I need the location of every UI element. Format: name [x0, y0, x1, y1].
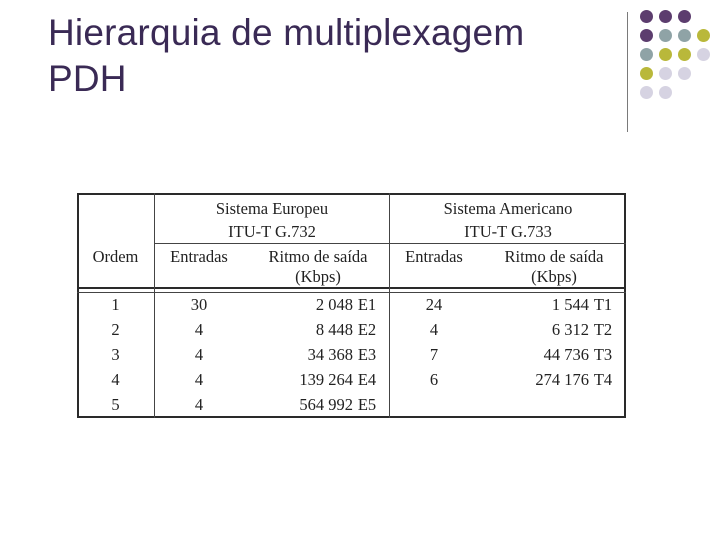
cell-nome-eu: E5	[357, 395, 377, 414]
cell-entradas-us: 7	[429, 345, 439, 364]
cell-ritmo-eu: 564 992	[299, 395, 353, 414]
slide-title-line-1: Hierarquia de multiplexagem	[48, 12, 525, 53]
cell-nome-us: T3	[593, 345, 613, 364]
group-standard-eu: ITU-T G.732	[228, 222, 316, 241]
cell-ritmo-eu: 8 448	[315, 320, 353, 339]
cell-ordem: 3	[111, 345, 120, 364]
group-header-rule	[154, 243, 626, 244]
decor-dot	[697, 29, 710, 42]
header-kbps-us: (Kbps)	[531, 267, 577, 286]
cell-nome-us: T1	[593, 295, 613, 314]
cell-ritmo-us: 1 544	[551, 295, 589, 314]
cell-entradas-eu: 30	[190, 295, 208, 314]
header-ordem: Ordem	[92, 247, 139, 266]
decor-dot	[640, 29, 653, 42]
cell-nome-eu: E2	[357, 320, 377, 339]
cell-ritmo-us: 44 736	[543, 345, 589, 364]
cell-ritmo-us: 274 176	[535, 370, 589, 389]
cell-ritmo-eu: 34 368	[307, 345, 353, 364]
group-standard-us: ITU-T G.733	[464, 222, 552, 241]
cell-entradas-eu: 4	[194, 370, 204, 389]
header-ritmo-us: Ritmo de saída	[504, 247, 604, 266]
cell-ordem: 5	[111, 395, 120, 414]
header-entradas-eu: Entradas	[170, 247, 228, 266]
decor-dot	[697, 48, 710, 61]
cell-entradas-us: 4	[429, 320, 439, 339]
pdh-table	[77, 193, 626, 418]
cell-ordem: 1	[111, 295, 120, 314]
group-header-us: Sistema Americano	[443, 199, 573, 218]
decor-dot	[640, 10, 653, 23]
decor-dot	[640, 48, 653, 61]
cell-nome-us: T4	[593, 370, 613, 389]
slide-title	[48, 10, 524, 102]
decor-dot	[678, 10, 691, 23]
header-entradas-us: Entradas	[405, 247, 463, 266]
decor-dot	[678, 48, 691, 61]
cell-nome-eu: E3	[357, 345, 377, 364]
cell-nome-eu: E1	[357, 295, 377, 314]
cell-ritmo-eu: 139 264	[299, 370, 353, 389]
cell-ritmo-eu: 2 048	[315, 295, 353, 314]
cell-nome-us: T2	[593, 320, 613, 339]
cell-entradas-eu: 4	[194, 345, 204, 364]
decor-dot	[640, 67, 653, 80]
decorative-dot-grid	[640, 10, 720, 120]
header-kbps-eu: (Kbps)	[295, 267, 341, 286]
decor-dot	[659, 86, 672, 99]
decor-dot	[659, 29, 672, 42]
decor-dot	[659, 67, 672, 80]
group-header-eu: Sistema Europeu	[215, 199, 329, 218]
cell-entradas-eu: 4	[194, 320, 204, 339]
cell-entradas-us: 24	[425, 295, 443, 314]
slide-title-line-2: PDH	[48, 58, 127, 99]
header-bottom-rule	[77, 287, 626, 289]
header-ritmo-eu: Ritmo de saída	[268, 247, 368, 266]
cell-ritmo-us: 6 312	[551, 320, 589, 339]
cell-entradas-us: 6	[429, 370, 439, 389]
title-divider	[627, 12, 628, 132]
decor-dot	[640, 86, 653, 99]
cell-entradas-eu: 4	[194, 395, 204, 414]
decor-dot	[678, 67, 691, 80]
decor-dot	[659, 10, 672, 23]
decor-dot	[659, 48, 672, 61]
decor-dot	[678, 29, 691, 42]
cell-ordem: 2	[111, 320, 120, 339]
header-bottom-rule-2	[77, 292, 626, 293]
cell-ordem: 4	[111, 370, 120, 389]
cell-nome-eu: E4	[357, 370, 377, 389]
